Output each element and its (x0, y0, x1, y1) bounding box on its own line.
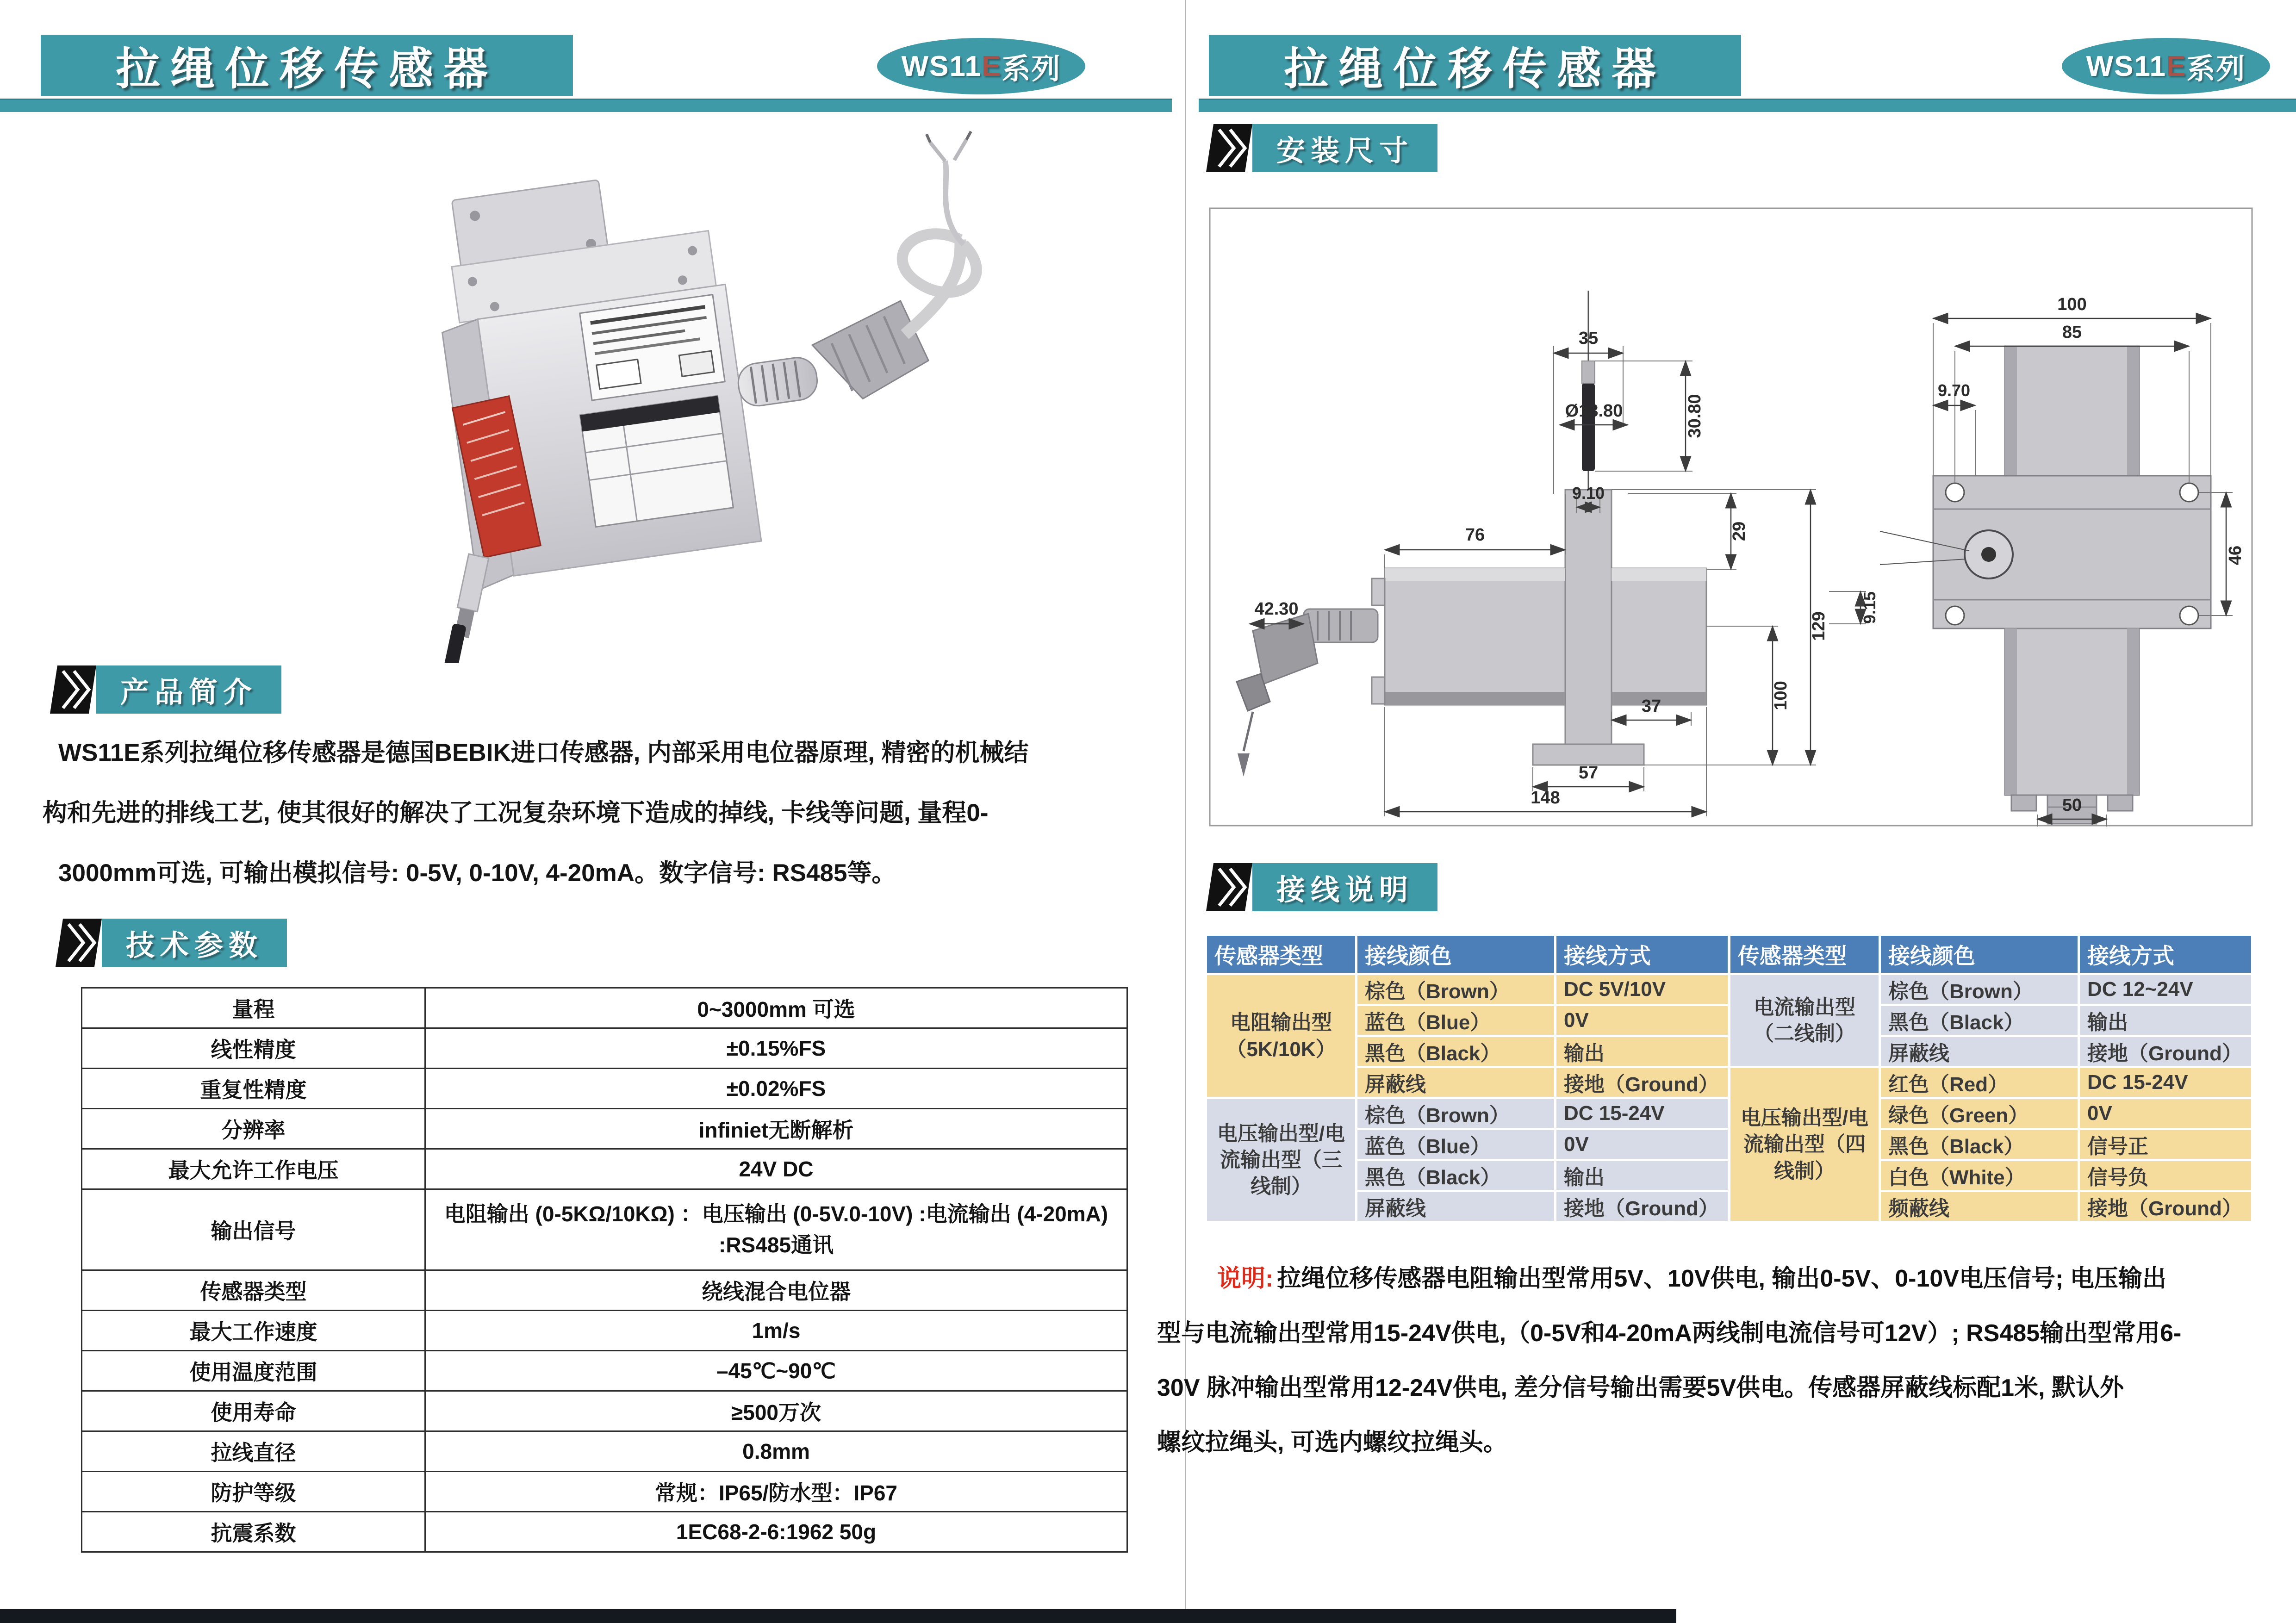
wire-mode: 信号负 (2080, 1161, 2251, 1190)
spec-row (82, 1028, 1127, 1069)
wire-mode: 0V (1556, 1006, 1728, 1035)
series-badge (2062, 38, 2270, 94)
series-prefix: WS11 (2086, 50, 2167, 82)
wire-color: 黑色（Black） (1881, 1130, 2078, 1159)
spec-label: 使用温度范围 (82, 1351, 425, 1391)
wire-mode: DC 12~24V (2080, 975, 2251, 1004)
series-badge (877, 38, 1085, 94)
svg-text:46: 46 (2226, 545, 2245, 566)
section-title: 产品简介 (96, 665, 281, 714)
wire-mode: DC 15-24V (2080, 1068, 2251, 1097)
spec-row (82, 1189, 1127, 1270)
svg-text:100: 100 (1771, 681, 1791, 710)
wire-mode: 信号正 (2080, 1130, 2251, 1159)
note-paragraph (1157, 1251, 2289, 1470)
wire-color: 频蔽线 (1881, 1192, 2078, 1221)
wire-color: 黑色（Black） (1357, 1037, 1554, 1066)
spec-label: 使用寿命 (82, 1391, 425, 1431)
wire-mode: 接地（Ground） (2080, 1192, 2251, 1221)
sensor-body (424, 138, 952, 591)
spec-value: 绕线混合电位器 (425, 1270, 1127, 1311)
svg-text:148: 148 (1531, 788, 1560, 808)
svg-text:35: 35 (1578, 329, 1599, 348)
wiring-header: 接线颜色 (1357, 936, 1554, 973)
wire-color: 黑色（Black） (1881, 1006, 2078, 1035)
note-line: 30V 脉冲输出型常用12-24V供电, 差分信号输出需要5V供电。传感器屏蔽线标配1米, 默认外 (1157, 1374, 2124, 1401)
spec-row (82, 1351, 1127, 1391)
dimension-drawing (1209, 207, 2253, 827)
svg-text:57: 57 (1578, 763, 1599, 783)
spec-label: 重复性精度 (82, 1069, 425, 1109)
series-letter: E (982, 50, 1002, 82)
spec-label: 防护等级 (82, 1472, 425, 1512)
note-label: 说明: (1217, 1265, 1274, 1292)
spec-value: 常规：IP65/防水型：IP67 (425, 1472, 1127, 1512)
spec-label: 最大允许工作电压 (82, 1149, 425, 1189)
note-line (1157, 1251, 2289, 1306)
wire-color: 屏蔽线 (1881, 1037, 2078, 1066)
product-photo (315, 124, 1000, 663)
wiring-header: 接线方式 (2080, 936, 2251, 973)
spec-row (82, 1270, 1127, 1311)
section-header-install (1206, 124, 1437, 172)
section-header-wiring (1206, 863, 1437, 911)
wire-mode: 0V (2080, 1099, 2251, 1128)
intro-paragraph (43, 723, 1149, 903)
chevron-icon (1206, 863, 1252, 911)
spec-value: 0.8mm (425, 1431, 1127, 1472)
wire-color: 蓝色（Blue） (1357, 1006, 1554, 1035)
spec-row (82, 1472, 1127, 1512)
note-line: 螺纹拉绳头, 可选内螺纹拉绳头。 (1157, 1429, 1507, 1456)
series-letter: E (2166, 50, 2187, 82)
svg-text:9.70: 9.70 (1937, 381, 1971, 400)
spec-value: 1EC68-2-6:1962 50g (425, 1512, 1127, 1552)
spec-value: ≥500万次 (425, 1391, 1127, 1431)
spec-row (82, 1069, 1127, 1109)
spec-table (81, 987, 1128, 1553)
spec-row (82, 988, 1127, 1028)
svg-text:29: 29 (1730, 521, 1749, 541)
svg-text:30.80: 30.80 (1685, 394, 1705, 438)
spec-label: 输出信号 (82, 1189, 425, 1270)
spec-row (82, 1149, 1127, 1189)
wire-color: 屏蔽线 (1357, 1068, 1554, 1097)
svg-text:50: 50 (2062, 796, 2082, 815)
spec-row (82, 1512, 1127, 1552)
section-title: 接线说明 (1252, 863, 1437, 911)
spec-label: 最大工作速度 (82, 1311, 425, 1351)
page-title-banner (1209, 35, 1741, 96)
wire-mode: DC 15-24V (1556, 1099, 1728, 1128)
intro-line: 构和先进的排线工艺, 使其很好的解决了工况复杂环境下造成的掉线, 卡线等问题, 量程0- (43, 799, 989, 827)
series-suffix: 系列 (2186, 53, 2246, 85)
spec-value: –45℃~90℃ (425, 1351, 1127, 1391)
chevron-icon (56, 919, 102, 967)
wiring-type: 电压输出型/电流输出型（三线制） (1207, 1099, 1355, 1221)
wire-color: 黑色（Black） (1357, 1161, 1554, 1190)
section-header-specs (56, 919, 287, 967)
wire-color: 棕色（Brown） (1881, 975, 2078, 1004)
wire-mode: DC 5V/10V (1556, 975, 1728, 1004)
bottom-bar (0, 1609, 1676, 1623)
spec-value: ±0.02%FS (425, 1069, 1127, 1109)
spec-value: 0~3000mm 可选 (425, 988, 1127, 1028)
note-line: 型与电流输出型常用15-24V供电,（0-5V和4-20mA两线制电流信号可12V）; RS485输出型常用6- (1157, 1320, 2182, 1347)
chevron-icon (50, 665, 96, 714)
wiring-type: 电阻输出型（5K/10K） (1207, 975, 1355, 1097)
svg-text:9.10: 9.10 (1572, 484, 1605, 503)
wire-mode: 接地（Ground） (1556, 1192, 1728, 1221)
series-suffix: 系列 (1002, 53, 1061, 85)
spec-row (82, 1431, 1127, 1472)
spec-value: 24V DC (425, 1149, 1127, 1189)
intro-line: 3000mm可选, 可输出模拟信号: 0-5V, 0-10V, 4-20mA。数字信号: RS485等。 (58, 859, 896, 887)
spec-value: 1m/s (425, 1311, 1127, 1351)
wire-mode: 输出 (1556, 1037, 1728, 1066)
spec-row (82, 1391, 1127, 1431)
wiring-type: 电压输出型/电流输出型（四线制） (1730, 1068, 1879, 1221)
spec-row (82, 1109, 1127, 1149)
wire-mode: 输出 (2080, 1006, 2251, 1035)
wiring-header: 传感器类型 (1730, 936, 1879, 973)
spec-label: 线性精度 (82, 1028, 425, 1069)
spec-label: 分辨率 (82, 1109, 425, 1149)
svg-text:76: 76 (1465, 525, 1485, 545)
wiring-type: 电流输出型（二线制） (1730, 975, 1879, 1066)
note-text: 拉绳位移传感器电阻输出型常用5V、10V供电, 输出0-5V、0-10V电压信号; 电压输出 (1277, 1265, 2166, 1292)
wiring-header: 接线颜色 (1881, 936, 2078, 973)
wire-color: 红色（Red） (1881, 1068, 2078, 1097)
section-header-intro (50, 665, 281, 714)
section-title: 安装尺寸 (1252, 124, 1437, 172)
header-rule (0, 99, 1172, 112)
wire-color: 屏蔽线 (1357, 1192, 1554, 1221)
wire-mode: 接地（Ground） (2080, 1037, 2251, 1066)
wiring-table-left (1207, 936, 1728, 1221)
svg-text:42.30: 42.30 (1254, 599, 1299, 619)
spec-label: 抗震系数 (82, 1512, 425, 1552)
svg-text:129: 129 (1809, 611, 1829, 641)
wire-color: 白色（White） (1881, 1161, 2078, 1190)
spec-label: 量程 (82, 988, 425, 1028)
intro-line: WS11E系列拉绳位移传感器是德国BEBIK进口传感器, 内部采用电位器原理, 精密的机械结 (58, 739, 1029, 766)
wire-mode: 接地（Ground） (1556, 1068, 1728, 1097)
wire-mode: 0V (1556, 1130, 1728, 1159)
spec-label: 传感器类型 (82, 1270, 425, 1311)
page-title-banner (41, 35, 573, 96)
svg-text:9.15: 9.15 (1860, 591, 1879, 624)
svg-text:37: 37 (1641, 696, 1661, 716)
section-title: 技术参数 (102, 919, 287, 967)
wiring-header: 接线方式 (1556, 936, 1728, 973)
svg-text:85: 85 (2062, 323, 2082, 342)
wiring-header: 传感器类型 (1207, 936, 1355, 973)
chevron-icon (1206, 124, 1252, 172)
wire-mode: 输出 (1556, 1161, 1728, 1190)
header-rule (1199, 99, 2296, 112)
spec-value: 电阻输出 (0-5KΩ/10KΩ) ：电压输出 (0-5V.0-10V) :电流输出 (4-20mA) :RS485通讯 (425, 1189, 1127, 1270)
spec-label: 拉线直径 (82, 1431, 425, 1472)
spec-value: ±0.15%FS (425, 1028, 1127, 1069)
svg-text:Ø13.80: Ø13.80 (1565, 401, 1623, 421)
wire-color: 蓝色（Blue） (1357, 1130, 1554, 1159)
page-title: 拉绳位移传感器 (1284, 43, 1666, 95)
wire-color: 绿色（Green） (1881, 1099, 2078, 1128)
spec-value: infiniet无断解析 (425, 1109, 1127, 1149)
wire-color: 棕色（Brown） (1357, 1099, 1554, 1128)
wiring-table-right (1730, 936, 2251, 1221)
page-title: 拉绳位移传感器 (116, 43, 498, 95)
series-prefix: WS11 (901, 50, 982, 82)
svg-text:100: 100 (2057, 295, 2087, 314)
wire-color: 棕色（Brown） (1357, 975, 1554, 1004)
spec-row (82, 1311, 1127, 1351)
